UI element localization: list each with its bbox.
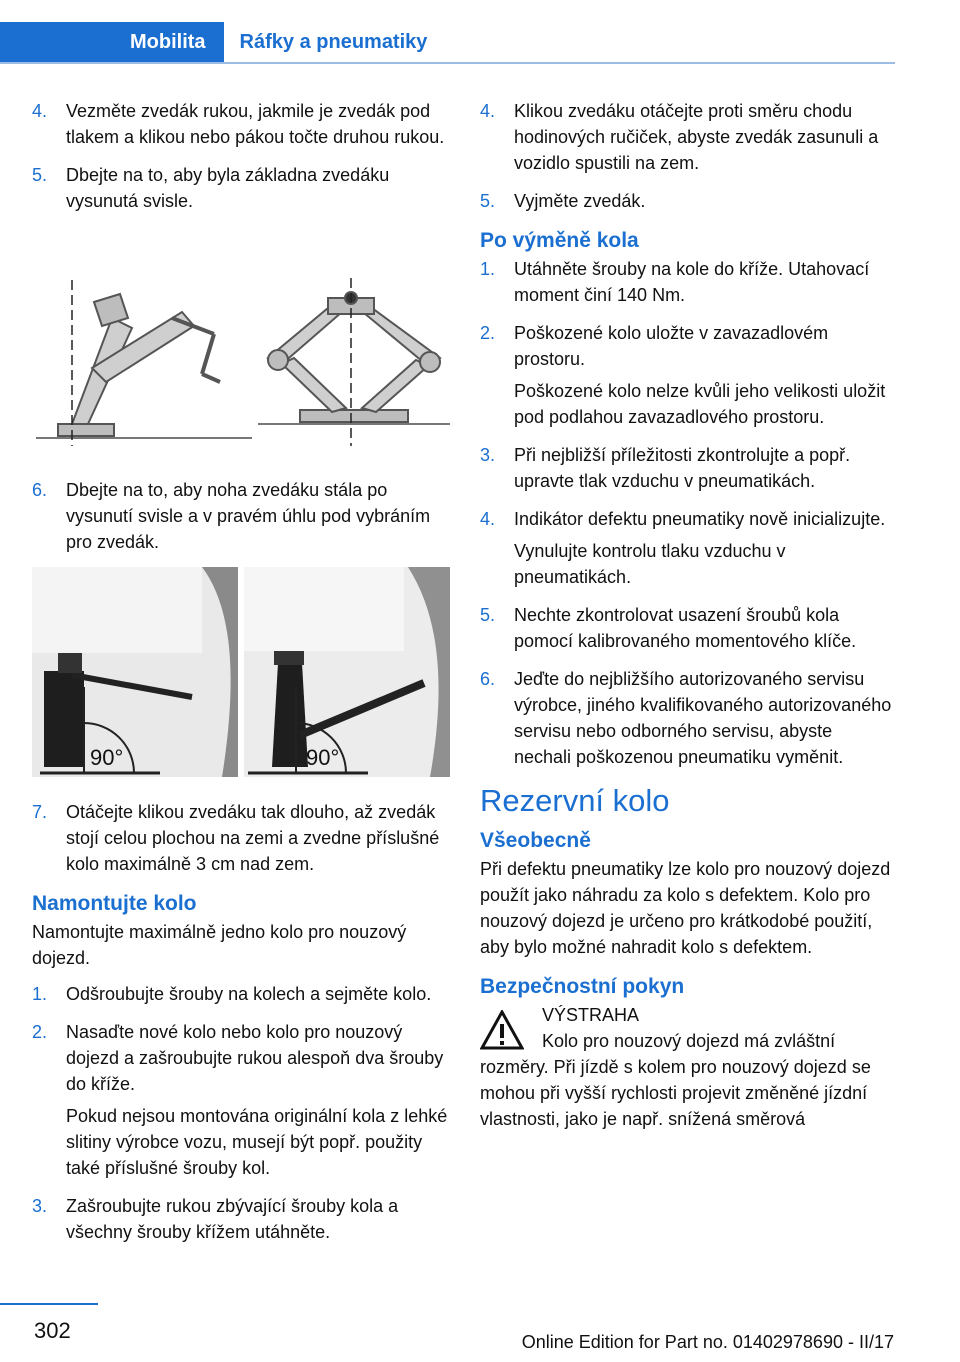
step-number: 5. [32, 165, 48, 185]
list-item [32, 477, 450, 555]
step-note: Vynulujte kontrolu tlaku vzduchu v pneumatikách. [514, 541, 786, 587]
step-note: Pokud nejsou montována originální kola z lehké slitiny výrobce vozu, musejí být popř. použity také příslušné šrouby kol. [66, 1106, 448, 1178]
angle-label: 90° [90, 745, 124, 770]
warning-text: Kolo pro nouzový dojezd má zvláštní rozměry. Při jízdě s kolem pro nouzový dojezd se mohou při vyšší rychlosti projevit změněné jízdní vlastnosti, jako je např. snížená směrová [480, 1031, 871, 1129]
list-item [480, 666, 894, 770]
tab-rafky-a-pneumatiky[interactable]: Ráfky a pneumatiky [239, 31, 428, 53]
left-column [32, 98, 450, 1257]
step-number: 4. [32, 101, 48, 121]
footer-divider [0, 1303, 98, 1305]
step-number: 1. [32, 984, 48, 1004]
step-text: Utáhněte šrouby na kole do kříže. Utahovací moment činí 140 Nm. [514, 259, 870, 305]
list-item [480, 256, 894, 308]
page-number: 302 [34, 1318, 71, 1343]
mount-heading: Namontujte kolo [32, 892, 197, 915]
step-text: Poškozené kolo uložte v zavazadlovém prostoru. [514, 323, 829, 369]
step-number: 3. [480, 445, 496, 465]
step-number: 6. [32, 480, 48, 500]
general-heading: Všeobecně [480, 829, 591, 852]
jack-photo-left [32, 567, 238, 777]
step-number: 6. [480, 669, 496, 689]
steps-list-b [32, 477, 450, 555]
header-tabs [0, 22, 443, 62]
step-text: Klikou zvedáku otáčejte proti směru chodu hodinových ručiček, abyste zvedák zasunuli a vozidlo spustili na zem. [514, 101, 879, 173]
step-number: 5. [480, 191, 496, 211]
steps-list-c [32, 799, 450, 877]
steps-list-a [32, 98, 450, 214]
list-item [32, 981, 450, 1007]
step-text: Otáčejte klikou zvedáku tak dlouho, až zvedák stojí celou plochou na zemi a zvedne příslušné kolo maximálně 3 cm nad zem. [66, 802, 440, 874]
edition-info: Online Edition for Part no. 01402978690 - II/17 [521, 1332, 894, 1352]
warning-triangle-icon [480, 1010, 524, 1050]
jack-illustration [32, 278, 450, 448]
step-text: Jeďte do nejbližšího autorizovaného servisu výrobce, jiného kvalifikovaného autorizovaného servisu nebo odborného servisu, abyste nechali poškozenou pneumatiku vyměnit. [514, 669, 892, 767]
list-item [32, 799, 450, 877]
list-item [480, 320, 894, 430]
list-item [32, 1019, 450, 1181]
spare-wheel-heading: Rezervní kolo [480, 783, 670, 818]
jack-photos [32, 567, 450, 777]
list-item [32, 162, 450, 214]
list-item [480, 602, 894, 654]
step-number: 2. [480, 323, 496, 343]
step-number: 3. [32, 1196, 48, 1216]
steps-list-right-a [480, 98, 894, 214]
list-item [480, 442, 894, 494]
warning-box [480, 1002, 894, 1058]
step-text: Vyjměte zvedák. [514, 191, 646, 211]
safety-heading: Bezpečnostní pokyn [480, 975, 685, 998]
header-divider [0, 62, 895, 64]
step-text: Dbejte na to, aby byla základna zvedáku vysunutá svisle. [66, 165, 390, 211]
step-number: 5. [480, 605, 496, 625]
list-item [480, 98, 894, 176]
right-column [480, 98, 894, 1142]
step-number: 1. [480, 259, 496, 279]
step-text: Dbejte na to, aby noha zvedáku stála po vysunutí svisle a v pravém úhlu pod vybráním pro zvedák. [66, 480, 431, 552]
step-number: 4. [480, 509, 496, 529]
jack-photo-right [244, 567, 450, 777]
step-text: Zašroubujte rukou zbývající šrouby kola a všechny šrouby křížem utáhněte. [66, 1196, 399, 1242]
after-change-heading: Po výměně kola [480, 229, 639, 252]
step-number: 2. [32, 1022, 48, 1042]
list-item [32, 1193, 450, 1245]
general-text: Při defektu pneumatiky lze kolo pro nouzový dojezd použít jako náhradu za kolo s defektem. Kolo pro nouzový dojezd je určeno pro krátkodobé použití, aby bylo možné nahradit kolo s defektem. [480, 859, 891, 957]
step-text: Nasaďte nové kolo nebo kolo pro nouzový dojezd a zašroubujte rukou alespoň dva šrouby do kříže. [66, 1022, 444, 1094]
angle-label: 90° [306, 745, 340, 770]
after-change-steps [480, 256, 894, 770]
list-item [32, 98, 450, 150]
step-note: Poškozené kolo nelze kvůli jeho velikosti uložit pod podlahou zavazadlového prostoru. [514, 381, 886, 427]
list-item [480, 188, 894, 214]
list-item [480, 506, 894, 590]
mount-steps [32, 981, 450, 1245]
step-number: 7. [32, 802, 48, 822]
step-text: Odšroubujte šrouby na kolech a sejměte kolo. [66, 984, 432, 1004]
step-text: Vezměte zvedák rukou, jakmile je zvedák pod tlakem a klikou nebo pákou točte druhou rukou. [66, 101, 445, 147]
tab-mobilita[interactable]: Mobilita [0, 22, 224, 62]
mount-intro: Namontujte maximálně jedno kolo pro nouzový dojezd. [32, 922, 407, 968]
step-text: Indikátor defektu pneumatiky nově inicializujte. [514, 509, 886, 529]
step-text: Při nejbližší příležitosti zkontrolujte a popř. upravte tlak vzduchu v pneumatikách. [514, 445, 851, 491]
warning-title: VÝSTRAHA [542, 1005, 640, 1025]
step-number: 4. [480, 101, 496, 121]
step-text: Nechte zkontrolovat usazení šroubů kola pomocí kalibrovaného momentového klíče. [514, 605, 857, 651]
